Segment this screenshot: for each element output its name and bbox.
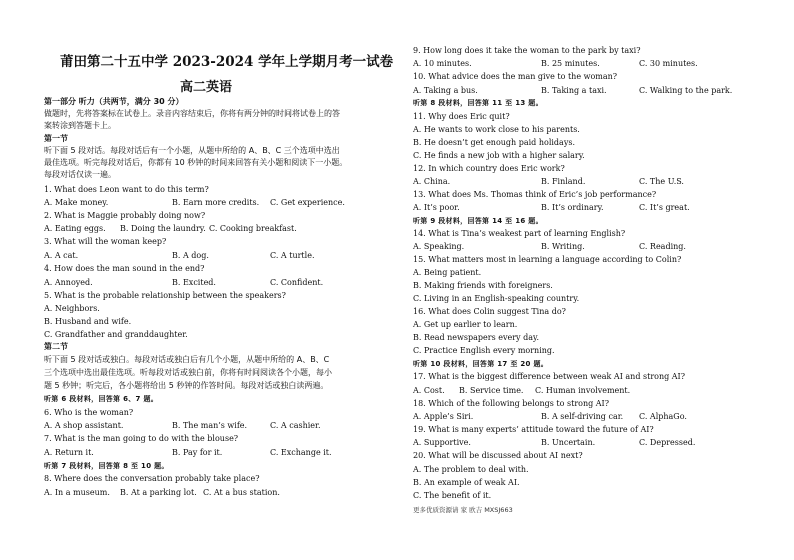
q18-option-a: A. Apple’s Siri.: [413, 412, 474, 421]
q12-option-c: C. The U.S.: [639, 177, 684, 186]
q17-option-c: C. Human involvement.: [535, 386, 631, 395]
q1-option-c: C. Get experience.: [270, 198, 345, 207]
question-1: 1. What does Leon want to do this term?: [44, 185, 209, 194]
exam-title: 莆田第二十五中学 2023-2024 学年上学期月考一试卷: [60, 54, 394, 70]
q9-option-b: B. 25 minutes.: [541, 59, 600, 68]
q14-option-a: A. Speaking.: [413, 242, 465, 251]
q5-option-b: B. Husband and wife.: [44, 317, 132, 326]
part1-instruction-line: 做题时，先将答案标在试卷上。录音内容结束后，你将有两分钟的时间将试卷上的答: [44, 109, 340, 118]
section2-heading: 第二节: [44, 342, 68, 351]
part1-instruction-line: 案转涂到答题卡上。: [44, 121, 116, 130]
page-footer: 更多优质资源请 家 欧吉 MXSJ663: [413, 506, 513, 514]
q19-option-b: B. Uncertain.: [541, 438, 596, 447]
listening-note: 听第 6 段材料，回答第 6、7 题。: [44, 395, 159, 403]
q10-option-b: B. Taking a taxi.: [541, 86, 607, 95]
exam-subtitle: 高二英语: [180, 80, 233, 95]
q3-option-c: C. A turtle.: [270, 251, 315, 260]
q4-option-c: C. Confident.: [270, 278, 324, 287]
q19-option-a: A. Supportive.: [413, 438, 471, 447]
q15-option-c: C. Living in an English-speaking country.: [413, 294, 580, 303]
q2-option-a: A. Eating eggs.: [44, 224, 106, 233]
q20-option-b: B. An example of weak AI.: [413, 478, 520, 487]
q11-option-b: B. He doesn’t get enough paid holidays.: [413, 138, 575, 147]
question-20: 20. What will be discussed about AI next?: [413, 451, 583, 460]
q16-option-b: B. Read newspapers every day.: [413, 333, 539, 342]
section2-instruction-line: 三个选项中选出最佳选项。听每段对话或独白前，你将有时间阅读各个小题，每小: [44, 368, 332, 377]
q11-option-a: A. He wants to work close to his parents.: [413, 125, 580, 134]
q8-option-b: B. At a parking lot.: [120, 488, 197, 497]
q9-option-a: A. 10 minutes.: [413, 59, 472, 68]
section2-instruction-line: 听下面 5 段对话或独白。每段对话或独白后有几个小题，从题中所给的 A、B、C: [44, 355, 330, 364]
q19-option-c: C. Depressed.: [639, 438, 696, 447]
part1-heading: 第一部分 听力（共两节，满分 30 分）: [44, 97, 184, 106]
question-18: 18. Which of the following belongs to strong AI?: [413, 399, 610, 408]
question-4: 4. How does the man sound in the end?: [44, 264, 205, 273]
q7-option-c: C. Exchange it.: [270, 448, 332, 457]
q3-option-b: B. A dog.: [172, 251, 209, 260]
question-12: 12. In which country does Eric work?: [413, 164, 565, 173]
q6-option-c: C. A cashier.: [270, 421, 321, 430]
question-16: 16. What does Colin suggest Tina do?: [413, 307, 566, 316]
q16-option-a: A. Get up earlier to learn.: [413, 320, 518, 329]
question-15: 15. What matters most in learning a language according to Colin?: [413, 255, 682, 264]
question-2: 2. What is Maggie probably doing now?: [44, 211, 206, 220]
question-10: 10. What advice does the man give to the woman?: [413, 72, 618, 81]
q2-option-c: C. Cooking breakfast.: [209, 224, 297, 233]
q12-option-a: A. China.: [413, 177, 451, 186]
q7-option-b: B. Pay for it.: [172, 448, 223, 457]
q1-option-b: B. Earn more credits.: [172, 198, 260, 207]
q10-option-a: A. Taking a bus.: [413, 86, 478, 95]
q13-option-b: B. It’s ordinary.: [541, 203, 604, 212]
q18-option-b: B. A self-driving car.: [541, 412, 624, 421]
section1-instruction-line: 每段对话仅读一遍。: [44, 170, 116, 179]
question-13: 13. What does Ms. Thomas think of Eric’s job performance?: [413, 190, 657, 199]
question-9: 9. How long does it take the woman to the park by taxi?: [413, 46, 641, 55]
q13-option-a: A. It’s poor.: [413, 203, 460, 212]
q6-option-a: A. A shop assistant.: [44, 421, 124, 430]
q5-option-a: A. Neighbors.: [44, 304, 100, 313]
q18-option-c: C. AlphaGo.: [639, 412, 687, 421]
q7-option-a: A. Return it.: [44, 448, 94, 457]
q14-option-c: C. Reading.: [639, 242, 686, 251]
q8-option-c: C. At a bus station.: [203, 488, 280, 497]
q5-option-c: C. Grandfather and granddaughter.: [44, 330, 188, 339]
q17-option-b: B. Service time.: [459, 386, 524, 395]
q13-option-c: C. It’s great.: [639, 203, 690, 212]
listening-note: 听第 9 段材料，回答第 14 至 16 题。: [413, 217, 543, 225]
q6-option-b: B. The man’s wife.: [172, 421, 248, 430]
question-6: 6. Who is the woman?: [44, 408, 134, 417]
q1-option-a: A. Make money.: [44, 198, 109, 207]
q17-option-a: A. Cost.: [413, 386, 445, 395]
q4-option-b: B. Excited.: [172, 278, 216, 287]
q15-option-a: A. Being patient.: [413, 268, 482, 277]
q2-option-b: B. Doing the laundry.: [120, 224, 206, 233]
q10-option-c: C. Walking to the park.: [639, 86, 733, 95]
section1-heading: 第一节: [44, 134, 68, 143]
q20-option-c: C. The benefit of it.: [413, 491, 492, 500]
section1-instruction-line: 听下面 5 段对话。每段对话后有一个小题，从题中所给的 A、B、C 三个选项中选出: [44, 146, 340, 155]
section1-instruction-line: 最佳选项。听完每段对话后，你都有 10 秒钟的时间来回答有关小题和阅读下一小题。: [44, 158, 348, 167]
q8-option-a: A. In a museum.: [44, 488, 110, 497]
question-5: 5. What is the probable relationship between the speakers?: [44, 291, 286, 300]
q16-option-c: C. Practice English every morning.: [413, 346, 555, 355]
q11-option-c: C. He finds a new job with a higher salary.: [413, 151, 585, 160]
listening-note: 听第 7 段材料，回答第 8 至 10 题。: [44, 462, 169, 470]
listening-note: 听第 8 段材料，回答第 11 至 13 题。: [413, 99, 543, 107]
question-19: 19. What is many experts’ attitude toward the future of AI?: [413, 425, 654, 434]
section2-instruction-line: 题 5 秒钟；听完后，各小题将给出 5 秒钟的作答时间。每段对话或独白读两遍。: [44, 381, 329, 390]
q3-option-a: A. A cat.: [44, 251, 79, 260]
question-3: 3. What will the woman keep?: [44, 237, 167, 246]
q15-option-b: B. Making friends with foreigners.: [413, 281, 553, 290]
question-14: 14. What is Tina’s weakest part of learning English?: [413, 229, 626, 238]
question-7: 7. What is the man going to do with the blouse?: [44, 434, 239, 443]
q14-option-b: B. Writing.: [541, 242, 585, 251]
question-17: 17. What is the biggest difference between weak AI and strong AI?: [413, 372, 685, 381]
q4-option-a: A. Annoyed.: [44, 278, 93, 287]
question-11: 11. Why does Eric quit?: [413, 112, 510, 121]
listening-note: 听第 10 段材料，回答第 17 至 20 题。: [413, 360, 549, 368]
q20-option-a: A. The problem to deal with.: [413, 465, 529, 474]
q12-option-b: B. Finland.: [541, 177, 586, 186]
q9-option-c: C. 30 minutes.: [639, 59, 698, 68]
question-8: 8. Where does the conversation probably take place?: [44, 474, 260, 483]
